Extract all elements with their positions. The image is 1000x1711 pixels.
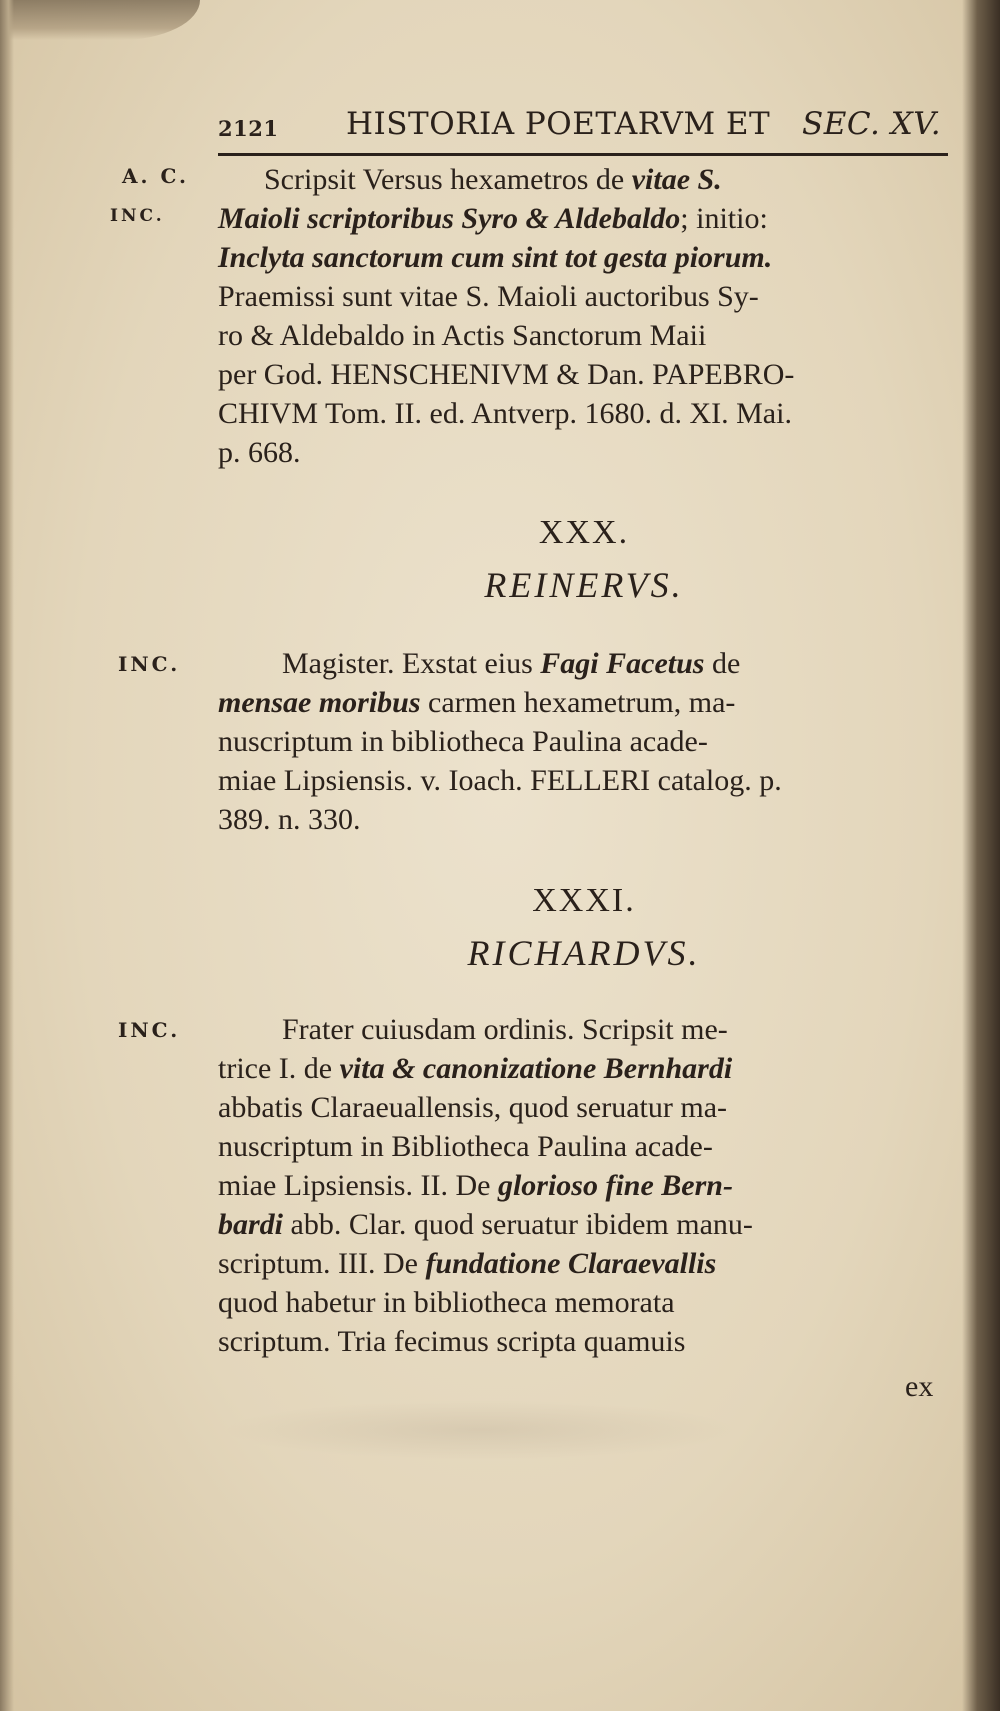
- text-line: [218, 644, 950, 683]
- text-line: CHIVM Tom. II. ed. Antverp. 1680. d. XI. Mai.: [218, 397, 792, 430]
- text-line: [218, 238, 950, 277]
- italic-span: Maioli scriptoribus Syro & Aldebaldo: [218, 202, 681, 235]
- text-line: Praemissi sunt vitae S. Maioli auctoribus Sy-: [218, 280, 759, 313]
- text-line: quod habetur in bibliotheca memorata: [218, 1286, 675, 1319]
- text-span: de: [704, 647, 741, 680]
- text-line: p. 668.: [218, 436, 301, 469]
- text-span: scriptum. III. De: [218, 1247, 426, 1280]
- catchword: ex: [905, 1370, 934, 1403]
- text-line: scriptum. Tria fecimus scripta quamuis: [218, 1325, 686, 1358]
- running-title: HISTORIA POETARVM ET: [346, 106, 771, 142]
- text-line: 389. n. 330.: [218, 803, 361, 836]
- margin-note-inc: INC.: [110, 206, 165, 226]
- text-span: carmen hexametrum, ma-: [420, 686, 736, 719]
- text-span: miae Lipsiensis. II. De: [218, 1169, 498, 1202]
- italic-span: mensae moribus: [218, 686, 421, 719]
- text-line: [218, 1244, 950, 1283]
- entry-top-text: [218, 160, 950, 472]
- text-line: nuscriptum in Bibliotheca Paulina acade-: [218, 1130, 713, 1163]
- text-line: [218, 1166, 950, 1205]
- section-numeral-30: XXX.: [538, 514, 630, 551]
- text-span: abb. Clar. quod seruatur ibidem manu-: [283, 1208, 753, 1241]
- italic-span: glorioso fine Bern-: [497, 1169, 733, 1202]
- text-span: Scripsit Versus hexametros de: [264, 163, 632, 196]
- page-header: [218, 106, 950, 150]
- text-line: Frater cuiusdam ordinis. Scripsit me-: [282, 1013, 728, 1046]
- text-line: [218, 199, 950, 238]
- text-span: ; initio:: [680, 202, 768, 235]
- italic-span: bardi: [218, 1208, 284, 1241]
- text-line: miae Lipsiensis. v. Ioach. FELLERI catalog. p.: [218, 764, 782, 797]
- text-line: ro & Aldebaldo in Actis Sanctorum Maii: [218, 319, 707, 352]
- italic-span: vitae S.: [631, 163, 722, 196]
- italic-span: Fagi Facetus: [540, 647, 705, 680]
- page-right-edge: [962, 0, 1000, 1711]
- header-rule: [218, 153, 948, 156]
- entry-richardus-text: [218, 1010, 950, 1361]
- text-line: abbatis Claraeuallensis, quod seruatur ma-: [218, 1091, 728, 1124]
- margin-note-inc: INC.: [118, 1018, 181, 1042]
- text-line: [218, 1049, 950, 1088]
- italic-span: vita & canonizatione Bernhardi: [339, 1052, 733, 1085]
- text-line: per God. HENSCHENIVM & Dan. PAPEBRO-: [218, 358, 795, 391]
- page-left-edge: [0, 0, 14, 1711]
- text-line: nuscriptum in bibliotheca Paulina acade-: [218, 725, 708, 758]
- text-line: [218, 1205, 950, 1244]
- italic-span: Inclyta sanctorum cum sint tot gesta piorum.: [218, 241, 773, 274]
- page-corner-shadow: [0, 0, 200, 40]
- entry-reinervus-text: [218, 644, 950, 839]
- text-span: Magister. Exstat eius: [282, 647, 541, 680]
- section-numeral-31: XXXI.: [532, 882, 636, 919]
- section-name-reinervus: REINERVS.: [484, 565, 684, 605]
- page-number: 2121: [218, 116, 279, 141]
- margin-note-ac: A. C.: [122, 164, 189, 188]
- italic-span: fundatione Claraevallis: [425, 1247, 717, 1280]
- text-span: trice I. de: [218, 1052, 340, 1085]
- section-label: SEC. XV.: [802, 106, 942, 142]
- show-through-smudge: [220, 1400, 740, 1460]
- margin-note-inc: INC.: [118, 652, 181, 676]
- section-name-richardus: RICHARDVS.: [467, 933, 701, 973]
- text-line: [218, 683, 950, 722]
- text-line: [218, 160, 950, 199]
